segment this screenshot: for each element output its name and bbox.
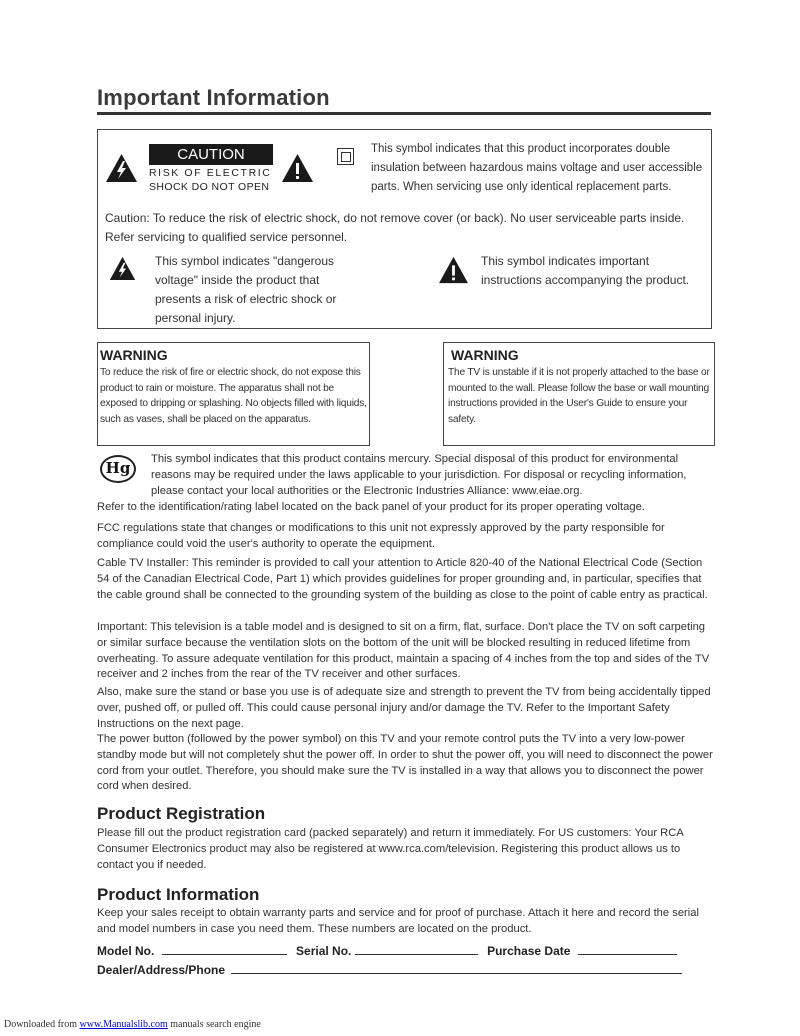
caution-risk-line2: SHOCK DO NOT OPEN (149, 181, 270, 193)
footer-suffix: manuals search engine (170, 1019, 261, 1030)
footer-prefix: Downloaded from (4, 1019, 78, 1030)
exclamation-warning-icon (438, 256, 469, 284)
model-label: Model No. (97, 944, 155, 958)
double-insulation-text: This symbol indicates that this product incorporates double insulation between hazardous mains voltage and user accessible parts. When servicing use only identical replacement parts. (371, 143, 703, 193)
warning-text: The TV is unstable if it is not properly attached to the base or mounted to the wall. Please follow the base or wall mounting instructions provided in the User's Guide to ensure your safety. (448, 367, 710, 425)
exclamation-warning-icon (281, 153, 314, 183)
dealer-label: Dealer/Address/Phone (97, 963, 226, 977)
registration-text: Please fill out the product registration card (packed separately) and return it immediately. For US customers: Your RCA Consumer Electronics product may also be registered at www.rca.com/television. Registering this product allows us to contact you if needed. (97, 827, 684, 871)
warning-title: WARNING (451, 347, 519, 363)
caution-risk-text (149, 166, 273, 194)
purchase-date-field[interactable] (578, 943, 677, 955)
caution-note: Caution: To reduce the risk of electric shock, do not remove cover (or back). No user serviceable parts inside. Refer servicing to qualified service personnel. (105, 211, 685, 244)
warning-title: WARNING (100, 347, 168, 363)
mercury-text: This symbol indicates that this product contains mercury. Special disposal of this product for environmental reasons may be required under the laws applicable to your jurisdiction. For disposal or recycling information, please contact your local authorities or the Electronic Industries Alliance: www.eiae.org. (151, 453, 687, 497)
table-model-paragraph: Important: This television is a table model and is designed to sit on a firm, flat, surface. Don't place the TV on soft carpeting or similar surface because the ventilation slots on the bottom of the unit will be blocked resulting in reduced lifetime from overheating. To assure adequate ventilation for this product, maintain a spacing of 4 inches from the top and sides of the TV receiver and 2 inches from the rear of the TV receiver and other surfaces. (97, 621, 710, 681)
double-insulation-icon (337, 148, 354, 165)
footer (4, 1019, 261, 1030)
label-reference-paragraph: Refer to the identification/rating label located on the back panel of your product for its proper operating voltage. (97, 501, 645, 513)
warning-box-moisture (97, 342, 370, 446)
lightning-bolt-warning-icon (105, 153, 138, 183)
cable-installer-paragraph: Cable TV Installer: This reminder is provided to call your attention to Article 820-40 of the National Electrical Code (Section 54 of the Canadian Electrical Code, Part 1) which provides guidelines for proper grounding and, in particular, specifies that the cable ground shall be connected to the grounding system of the building as close to the point of cable entry as practical. (97, 557, 708, 601)
form-row-1 (97, 943, 677, 958)
lightning-bolt-warning-icon (109, 256, 136, 281)
dealer-field[interactable] (231, 962, 682, 974)
caution-label: CAUTION (149, 144, 273, 165)
power-button-paragraph: The power button (followed by the power symbol) on this TV and your remote control puts the TV into a very low-power standby mode but will not completely shut the power off. In order to shut the power off, you will need to disconnect the power cord from your outlet. Therefore, you should make sure the TV is installed in a way that allows you to disconnect the power cord when desired. (97, 733, 713, 793)
caution-risk-line1: RISK OF ELECTRIC (149, 167, 272, 179)
serial-field[interactable] (355, 943, 478, 955)
mercury-icon: Hg (100, 455, 136, 483)
title-rule (97, 112, 711, 115)
registration-heading: Product Registration (97, 804, 266, 823)
purchase-date-label: Purchase Date (487, 944, 571, 958)
important-instructions-text: This symbol indicates important instructions accompanying the product. (481, 254, 690, 287)
model-field[interactable] (162, 943, 287, 955)
product-info-heading: Product Information (97, 885, 260, 904)
manualslib-link[interactable]: www.Manualslib.com (79, 1019, 168, 1030)
fcc-paragraph: FCC regulations state that changes or modifications to this unit not expressly approved by the party responsible for compliance could void the user's authority to operate the equipment. (97, 522, 665, 550)
stand-paragraph: Also, make sure the stand or base you use is of adequate size and strength to prevent the TV from being accidentally tipped over, pushed off, or pulled off. This could cause personal injury and/or damage the TV. Refer to the Important Safety Instructions on the next page. (97, 686, 711, 730)
form-row-2 (97, 962, 682, 977)
dangerous-voltage-text: This symbol indicates "dangerous voltage" inside the product that presents a risk of electric shock or personal injury. (155, 254, 337, 325)
warning-box-stability (443, 342, 715, 446)
product-info-text: Keep your sales receipt to obtain warranty parts and service and for proof of purchase. Attach it here and record the serial and model numbers in case you need them. These numbers are located on the product. (97, 907, 699, 935)
warning-text: To reduce the risk of fire or electric shock, do not expose this product to rain or moisture. The apparatus shall not be exposed to dripping or splashing. No objects filled with liquids, such as vases, shall be placed on the apparatus. (100, 367, 367, 425)
page-title: Important Information (97, 85, 330, 110)
caution-box (97, 129, 712, 329)
serial-label: Serial No. (296, 944, 352, 958)
